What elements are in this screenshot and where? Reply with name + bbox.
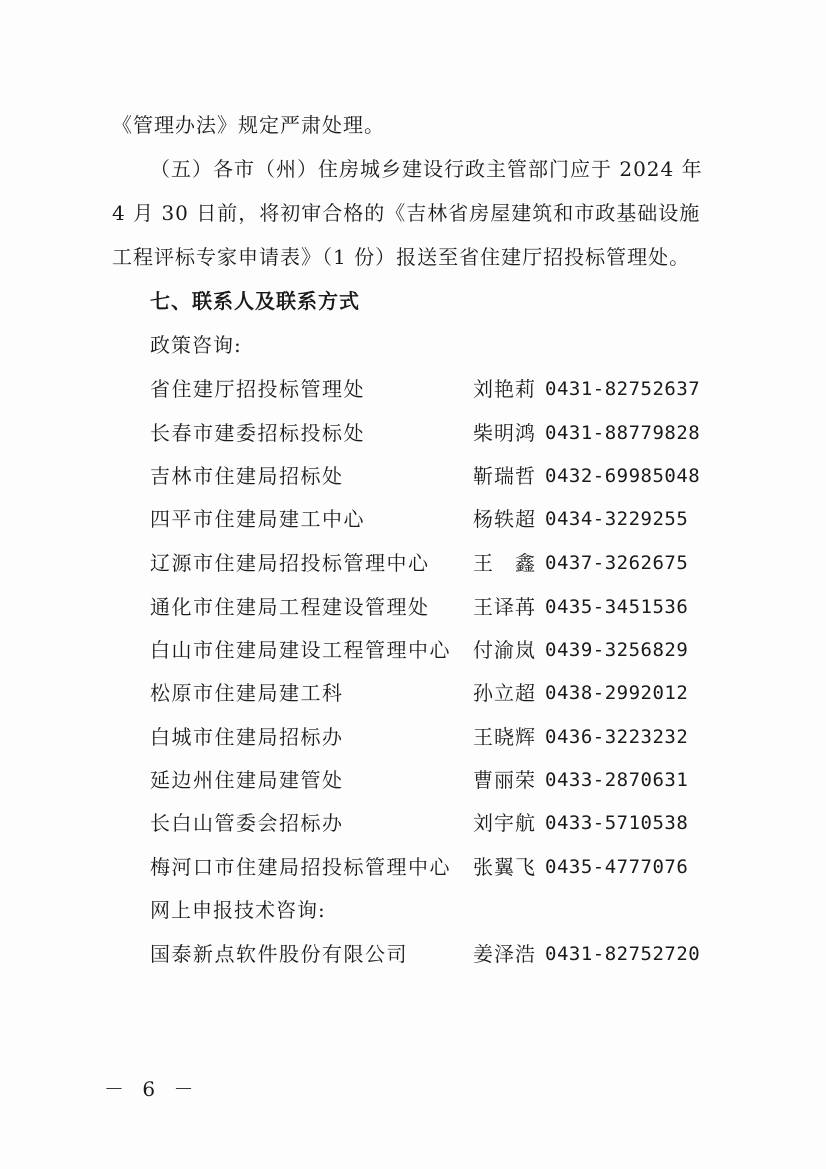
contact-phone: 0433-5710538 bbox=[545, 812, 689, 834]
policy-consult-label: 政策咨询: bbox=[150, 333, 242, 357]
contact-person: 付渝岚 bbox=[473, 638, 536, 662]
contact-person: 王 鑫 bbox=[473, 551, 536, 575]
contact-phone: 0434-3229255 bbox=[545, 508, 689, 530]
tech-consult-label: 网上申报技术咨询: bbox=[150, 898, 326, 922]
contact-phone: 0432-69985048 bbox=[545, 465, 701, 487]
contact-person: 柴明鸿 bbox=[473, 421, 536, 445]
contact-phone: 0433-2870631 bbox=[545, 769, 689, 791]
contact-person: 张翼飞 bbox=[473, 855, 536, 879]
section-heading: 七、联系人及联系方式 bbox=[150, 289, 360, 313]
contact-phone: 0438-2992012 bbox=[545, 682, 689, 704]
contact-org: 梅河口市住建局招投标管理中心 bbox=[150, 855, 451, 879]
contact-org: 吉林市住建局招标处 bbox=[150, 464, 344, 488]
contact-phone: 0436-3223232 bbox=[545, 726, 689, 748]
contact-phone: 0431-82752720 bbox=[545, 943, 701, 965]
contact-row bbox=[150, 724, 710, 750]
contact-person: 孙立超 bbox=[473, 681, 536, 705]
contact-org: 长白山管委会招标办 bbox=[150, 811, 344, 835]
contact-org: 通化市住建局工程建设管理处 bbox=[150, 595, 430, 619]
contact-person: 曹丽荣 bbox=[473, 768, 536, 792]
contact-org: 延边州住建局建管处 bbox=[150, 768, 344, 792]
contact-person: 王译苒 bbox=[473, 595, 536, 619]
contact-person: 王晓辉 bbox=[473, 725, 536, 749]
contact-org: 省住建厅招投标管理处 bbox=[150, 377, 365, 401]
contact-row bbox=[150, 810, 710, 836]
contact-person: 刘宇航 bbox=[473, 811, 536, 835]
contact-row bbox=[150, 767, 710, 793]
paragraph-line: （五）各市（州）住房城乡建设行政主管部门应于 2024 年 bbox=[150, 157, 703, 181]
contact-row bbox=[150, 463, 710, 489]
contact-phone: 0435-4777076 bbox=[545, 856, 689, 878]
contact-org: 国泰新点软件股份有限公司 bbox=[150, 942, 408, 966]
contact-row bbox=[150, 594, 710, 620]
contact-row bbox=[150, 941, 710, 967]
contact-row bbox=[150, 680, 710, 706]
contact-phone: 0439-3256829 bbox=[545, 639, 689, 661]
contact-phone: 0431-88779828 bbox=[545, 422, 701, 444]
contact-org: 松原市住建局建工科 bbox=[150, 681, 344, 705]
contact-row bbox=[150, 420, 710, 446]
contact-person: 靳瑞哲 bbox=[473, 464, 536, 488]
contact-person: 姜泽浩 bbox=[473, 942, 536, 966]
contact-row bbox=[150, 854, 710, 880]
paragraph-line: 工程评标专家申请表》（1 份）报送至省住建厅招投标管理处。 bbox=[112, 245, 691, 269]
contact-org: 四平市住建局建工中心 bbox=[150, 507, 365, 531]
contact-row bbox=[150, 637, 710, 663]
contact-org: 长春市建委招标投标处 bbox=[150, 421, 365, 445]
paragraph-line: 4 月 30 日前，将初审合格的《吉林省房屋建筑和市政基础设施 bbox=[112, 201, 701, 225]
page-number: － 6 － bbox=[104, 1077, 200, 1101]
paragraph-line: 《管理办法》规定严肃处理。 bbox=[112, 113, 385, 137]
contact-row bbox=[150, 506, 710, 532]
contact-org: 辽源市住建局招投标管理中心 bbox=[150, 551, 430, 575]
contact-person: 刘艳莉 bbox=[473, 377, 536, 401]
contact-phone: 0431-82752637 bbox=[545, 378, 701, 400]
contact-org: 白城市住建局招标办 bbox=[150, 725, 344, 749]
contact-phone: 0437-3262675 bbox=[545, 552, 689, 574]
contact-person: 杨轶超 bbox=[473, 507, 536, 531]
contact-row bbox=[150, 376, 710, 402]
contact-phone: 0435-3451536 bbox=[545, 596, 689, 618]
contact-row bbox=[150, 550, 710, 576]
contact-org: 白山市住建局建设工程管理中心 bbox=[150, 638, 451, 662]
